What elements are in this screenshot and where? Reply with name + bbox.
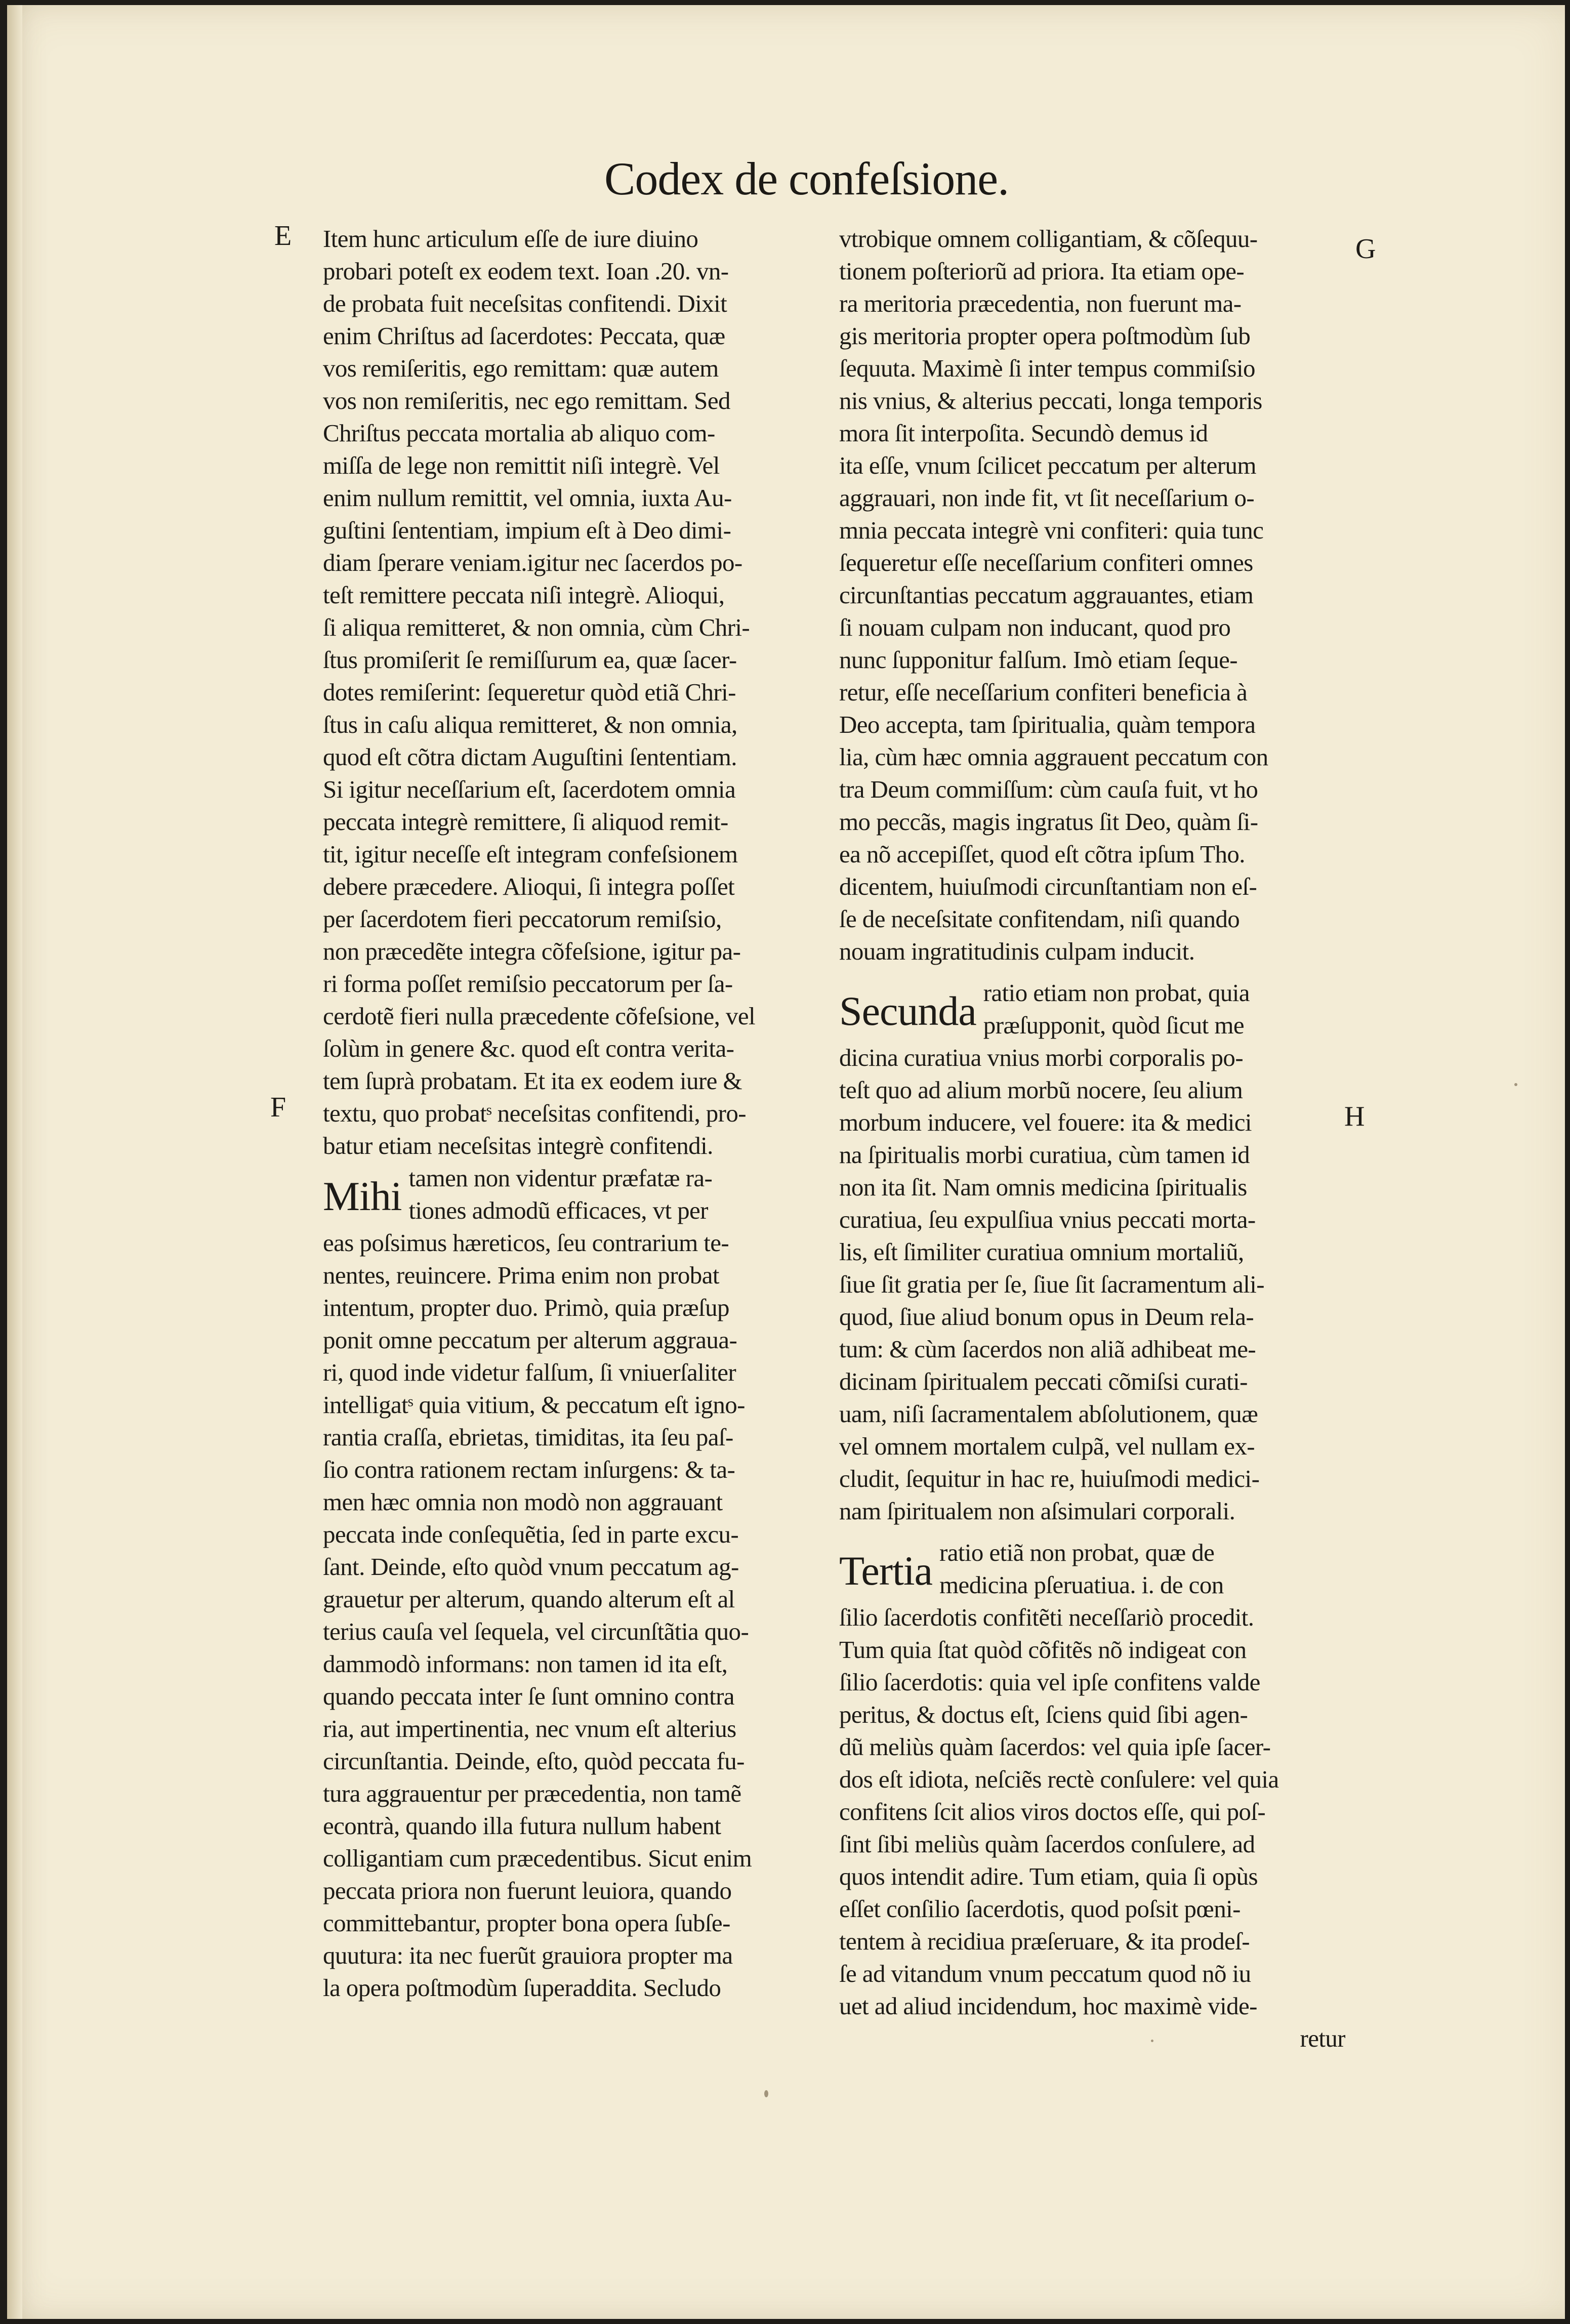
tertia-opening-lines (939, 1537, 1224, 1601)
text-line: ſtus promiſerit ſe remiſſurum ea, quæ ſacer- (323, 646, 737, 674)
mihi-display-word: Mihi (323, 1173, 402, 1219)
text-line: enim Chriſtus ad ſacerdotes: Peccata, quæ (323, 322, 725, 350)
text-line: ſe de neceſsitate confitendam, niſi quando (839, 905, 1240, 933)
text-line: ponit omne peccatum per alterum aggraua- (323, 1326, 737, 1354)
text-line: colligantiam cum præcedentibus. Sicut enim (323, 1844, 752, 1872)
text-line: miſſa de lege non remittit niſi integrè. Vel (323, 451, 720, 479)
text-line: Tum quia ſtat quòd cõfitẽs nõ indigeat con (839, 1636, 1247, 1664)
text-line: tamen non videntur præfatæ ra- (408, 1164, 713, 1192)
text-line: Item hunc articulum eſſe de iure diuino (323, 225, 698, 253)
text-line: Si igitur neceſſarium eſt, ſacerdotem omnia (323, 775, 736, 803)
text-line: mora ſit interpoſita. Secundò demus id (839, 419, 1208, 447)
text-line: teſt quo ad alium morbũ nocere, ſeu alium (839, 1076, 1243, 1104)
secunda-display-word: Secunda (839, 988, 976, 1034)
text-line: ſe ad vitandum vnum peccatum quod nõ iu (839, 1960, 1251, 1987)
text-line: peccata integrè remittere, ſi aliquod remit- (323, 808, 728, 836)
text-line: ſi nouam culpam non inducant, quod pro (839, 613, 1231, 641)
text-line: na ſpiritualis morbi curatiua, cùm tamen id (839, 1141, 1250, 1169)
text-line: dicina curatiua vnius morbi corporalis po- (839, 1044, 1244, 1071)
text-line: retur, eſſe neceſſarium confiteri beneficia à (839, 678, 1248, 706)
mihi-paragraph-opening (323, 1162, 804, 1227)
tertia-display-word: Tertia (839, 1548, 933, 1594)
text-line: grauetur per alterum, quando alterum eſt al (323, 1585, 735, 1613)
text-line: ſi aliqua remitteret, & non omnia, cùm Chri- (323, 613, 750, 641)
text-line: dammodò informans: non tamen id ita eſt, (323, 1650, 728, 1678)
text-line: vos remiſeritis, ego remittam: quæ autem (323, 354, 719, 382)
text-line: terius cauſa vel ſequela, vel circunſtãtia quo- (323, 1617, 749, 1645)
text-line: tem ſuprà probatam. Et ita ex eodem iure & (323, 1067, 742, 1095)
running-title: Codex de confeſsione. (604, 153, 1009, 204)
text-line: intelligatˢ quia vitium, & peccatum eſt igno- (323, 1391, 745, 1419)
text-line: nentes, reuincere. Prima enim non probat (323, 1261, 719, 1289)
text-line: quos intendit adire. Tum etiam, quia ſi opùs (839, 1862, 1258, 1890)
text-line: dicentem, huiuſmodi circunſtantiam non eſ- (839, 873, 1257, 900)
text-line: vos non remiſeritis, nec ego remittam. Sed (323, 387, 730, 414)
text-line: lis, eſt ſimiliter curatiua omnium mortaliũ, (839, 1238, 1244, 1266)
text-line: peccata priora non fuerunt leuiora, quando (323, 1877, 732, 1904)
text-line: ea nõ accepiſſet, quod eſt cõtra ipſum Tho. (839, 840, 1245, 868)
text-line: ratio etiã non probat, quæ de (939, 1539, 1215, 1566)
text-line: per ſacerdotem fieri peccatorum remiſsio, (323, 905, 722, 933)
text-line: mo peccãs, magis ingratus ſit Deo, quàm ſi- (839, 808, 1258, 836)
text-line: ra meritoria præcedentia, non fuerunt ma- (839, 289, 1242, 317)
text-line: tionem poſteriorũ ad priora. Ita etiam ope- (839, 257, 1245, 285)
text-line: tura aggrauentur per præcedentia, non tamẽ (323, 1779, 741, 1807)
text-line: retur (1300, 2024, 1345, 2052)
text-line: dos eſt idiota, neſciẽs rectè conſulere: vel quia (839, 1765, 1279, 1793)
text-line: ſiue ſit gratia per ſe, ſiue ſit ſacramentum ali- (839, 1270, 1265, 1298)
text-line: quando peccata inter ſe ſunt omnino contra (323, 1682, 734, 1710)
text-line: batur etiam neceſsitas integrè confitendi. (323, 1132, 713, 1159)
margin-letter-f: F (270, 1092, 286, 1123)
text-line: ſtus in caſu aliqua remitteret, & non omnia, (323, 711, 737, 738)
text-line: non præcedẽte integra cõfeſsione, igitur pa- (323, 937, 741, 965)
text-line: curatiua, ſeu expulſiua vnius peccati morta- (839, 1206, 1256, 1233)
text-line: circunſtantia. Deinde, eſto, quòd peccata fu- (323, 1747, 745, 1775)
text-line: rantia craſſa, ebrietas, timiditas, ita ſeu paſ- (323, 1423, 733, 1451)
text-line: dotes remiſerint: ſequeretur quòd etiã Chri- (323, 678, 736, 706)
text-line: lia, cùm hæc omnia aggrauent peccatum con (839, 743, 1268, 771)
right-column-paragraph-3 (839, 1601, 1345, 2055)
text-line: tiones admodũ efficaces, vt per (408, 1196, 708, 1224)
secunda-paragraph-opening (839, 977, 1345, 1042)
text-line: nis vnius, & alterius peccati, longa temporis (839, 387, 1262, 414)
text-line: non ita ſit. Nam omnis medicina ſpiritualis (839, 1173, 1247, 1201)
text-line: debere præcedere. Alioqui, ſi integra poſſet (323, 873, 735, 900)
text-line: morbum inducere, vel fouere: ita & medici (839, 1108, 1252, 1136)
page-gutter (7, 5, 22, 2319)
tertia-paragraph-opening (839, 1537, 1345, 1601)
text-line: confitens ſcit alios viros doctos eſſe, qui poſ- (839, 1798, 1266, 1825)
right-column-paragraph-2 (839, 1042, 1345, 1527)
text-line: probari poteſt ex eodem text. Ioan .20. vn- (323, 257, 729, 285)
text-line: de probata fuit neceſsitas confitendi. Dixit (323, 289, 727, 317)
text-line: quutura: ita nec fuerũt grauiora propter ma (323, 1941, 733, 1969)
text-line: ri forma poſſet remiſsio peccatorum per ſa- (323, 970, 733, 998)
text-line: ſequuta. Maximè ſi inter tempus commiſsio (839, 354, 1255, 382)
secunda-opening-lines (983, 977, 1250, 1042)
mihi-opening-lines (408, 1162, 712, 1227)
text-line: teſt remittere peccata niſi integrè. Alioqui, (323, 581, 725, 609)
text-line: ita eſſe, vnum ſcilicet peccatum per alterum (839, 451, 1256, 479)
left-column-paragraph-2 (323, 1227, 804, 2004)
text-line: dũ meliùs quàm ſacerdos: vel quia ipſe ſacer- (839, 1733, 1271, 1761)
text-line: tentem à recidiua præſeruare, & ita prodeſ- (839, 1927, 1250, 1955)
text-line: Deo accepta, tam ſpiritualia, quàm tempora (839, 711, 1256, 738)
text-line: præſupponit, quòd ſicut me (983, 1011, 1244, 1039)
text-line: intentum, propter duo. Primò, quia præſup (323, 1294, 729, 1321)
margin-letter-h: H (1344, 1101, 1365, 1132)
text-line: uet ad aliud incidendum, hoc maximè vide- (839, 1992, 1257, 2020)
text-line: aggrauari, non inde fit, vt ſit neceſſarium o- (839, 484, 1255, 512)
text-line: nam ſpiritualem non aſsimulari corporali. (839, 1497, 1235, 1525)
text-line: nunc ſupponitur falſum. Imò etiam ſeque- (839, 646, 1238, 674)
text-line: tum: & cùm ſacerdos non aliã adhibeat me- (839, 1335, 1256, 1363)
text-line: eas poſsimus hæreticos, ſeu contrarium te- (323, 1229, 729, 1257)
text-line: vtrobique omnem colligantiam, & cõſequu- (839, 225, 1258, 253)
text-line: ſio contra rationem rectam inſurgens: & ta- (323, 1456, 735, 1483)
text-line: peritus, & doctus eſt, ſciens quid ſibi agen- (839, 1700, 1248, 1728)
left-column-paragraph-1 (323, 223, 804, 1162)
text-line: ſilio ſacerdotis: quia vel ipſe confitens valde (839, 1668, 1260, 1696)
text-line: men hæc omnia non modò non aggrauant (323, 1488, 723, 1516)
margin-letter-g: G (1355, 233, 1376, 265)
text-line: ſilio ſacerdotis confitẽti neceſſariò procedit. (839, 1603, 1254, 1631)
text-line: dicinam ſpiritualem peccati cõmiſsi curati- (839, 1367, 1248, 1395)
text-line: medicina pſeruatiua. i. de con (939, 1571, 1224, 1599)
text-line: mnia peccata integrè vni confiteri: quia tunc (839, 516, 1264, 544)
right-column (839, 223, 1345, 2055)
text-line: circunſtantias peccatum aggrauantes, etiam (839, 581, 1254, 609)
text-line: ria, aut impertinentia, nec vnum eſt alterius (323, 1715, 736, 1742)
text-line: nouam ingratitudinis culpam inducit. (839, 937, 1195, 965)
text-line: cerdotẽ fieri nulla præcedente cõfeſsione, vel (323, 1002, 755, 1030)
book-page (7, 5, 1565, 2319)
text-line: ratio etiam non probat, quia (983, 979, 1250, 1007)
text-line: Chriſtus peccata mortalia ab aliquo com- (323, 419, 715, 447)
text-line: committebantur, propter bona opera ſubſe- (323, 1909, 730, 1937)
text-line: tit, igitur neceſſe eſt integram confeſsionem (323, 840, 738, 868)
text-line: cludit, ſequitur in hac re, huiuſmodi medici- (839, 1465, 1260, 1492)
margin-letter-e: E (274, 220, 292, 252)
text-line: eſſet conſilio ſacerdotis, quod poſsit pœni- (839, 1895, 1241, 1923)
text-line: ſequeretur eſſe neceſſarium confiteri omnes (839, 549, 1253, 576)
text-line: diam ſperare veniam.igitur nec ſacerdos po- (323, 549, 742, 576)
text-line: quod, ſiue aliud bonum opus in Deum rela- (839, 1303, 1254, 1331)
text-line: la opera poſtmodùm ſuperaddita. Secludo (323, 1974, 721, 2002)
text-line: guſtini ſententiam, impium eſt à Deo dimi- (323, 516, 731, 544)
text-line: tra Deum commiſſum: cùm cauſa fuit, vt ho (839, 775, 1258, 803)
text-line: ſint ſibi meliùs quàm ſacerdos conſulere, ad (839, 1830, 1255, 1858)
text-line: peccata inde conſequẽtia, ſed in parte excu- (323, 1520, 739, 1548)
right-column-paragraph-1 (839, 223, 1345, 968)
text-line: vel omnem mortalem culpã, vel nullam ex- (839, 1432, 1255, 1460)
text-line: ſant. Deinde, eſto quòd vnum peccatum ag- (323, 1553, 739, 1581)
text-line: econtrà, quando illa futura nullum habent (323, 1812, 721, 1840)
text-line: uam, niſi ſacramentalem abſolutionem, quæ (839, 1400, 1258, 1428)
text-line: ſolùm in genere &c. quod eſt contra verita- (323, 1034, 734, 1062)
text-line: ri, quod inde videtur falſum, ſi vniuerſaliter (323, 1358, 736, 1386)
text-line: textu, quo probatˢ neceſsitas confitendi, pro- (323, 1099, 746, 1127)
text-line: quod eſt cõtra dictam Auguſtini ſententiam. (323, 743, 737, 771)
text-line: gis meritoria propter opera poſtmodùm ſub (839, 322, 1251, 350)
text-line: enim nullum remittit, vel omnia, iuxta Au- (323, 484, 732, 512)
left-column (323, 223, 804, 2004)
